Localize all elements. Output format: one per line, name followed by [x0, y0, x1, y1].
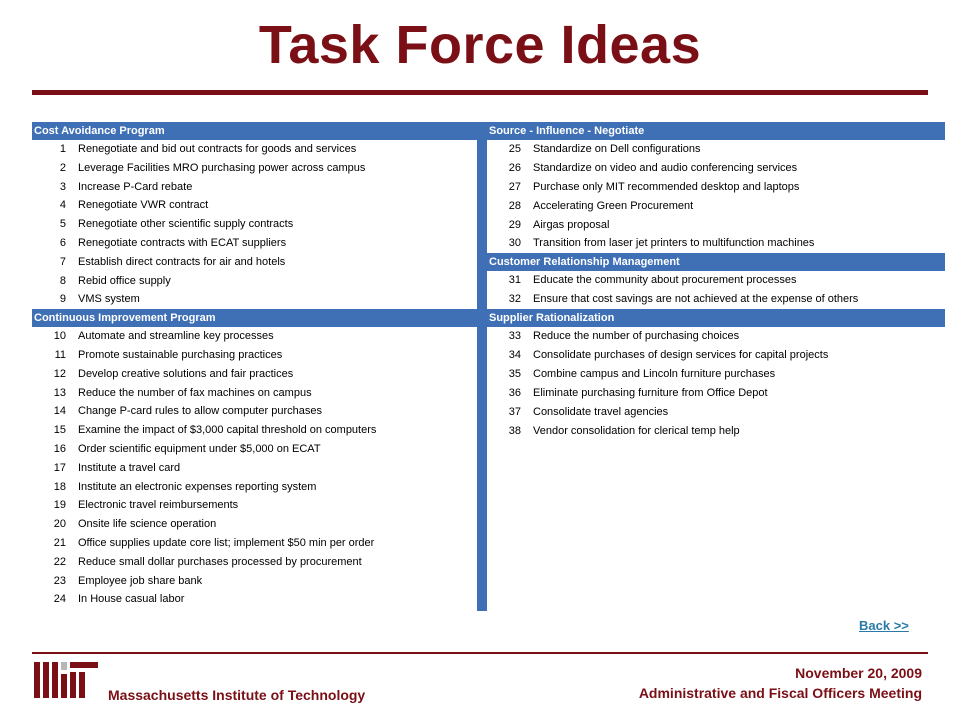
item-number: 35 — [508, 367, 521, 380]
item-text: In House casual labor — [78, 593, 185, 606]
item-text: Onsite life science operation — [78, 518, 217, 531]
item-text: Renegotiate other scientific supply contracts — [78, 218, 294, 231]
empty-cell — [487, 440, 945, 611]
item-text: Renegotiate contracts with ECAT suppliers — [78, 236, 287, 249]
table-row — [32, 234, 477, 253]
item-number: 26 — [508, 161, 521, 174]
section-heading: Continuous Improvement Program — [32, 309, 477, 327]
item-text: Vendor consolidation for clerical temp help — [533, 424, 740, 437]
item-text: Change P-card rules to allow computer purchases — [78, 405, 322, 418]
table-row — [487, 216, 945, 235]
item-number: 11 — [54, 348, 66, 361]
empty-cell — [32, 609, 477, 611]
item-text: Transition from laser jet printers to multifunction machines — [533, 237, 815, 250]
table-row — [32, 478, 477, 497]
item-number: 24 — [53, 593, 66, 606]
item-text: Renegotiate VWR contract — [78, 199, 209, 212]
item-text: Establish direct contracts for air and hotels — [78, 255, 286, 268]
item-text: Reduce small dollar purchases processed by procurement — [78, 555, 362, 568]
table-row — [32, 553, 477, 572]
item-number: 20 — [53, 518, 66, 531]
item-text: Leverage Facilities MRO purchasing power across campus — [78, 161, 366, 174]
item-text: Purchase only MIT recommended desktop and laptops — [533, 180, 800, 193]
section-heading: Supplier Rationalization — [487, 309, 945, 327]
footer-divider — [32, 652, 928, 654]
item-number: 37 — [508, 405, 521, 418]
table-row — [32, 290, 477, 309]
item-number: 31 — [508, 274, 521, 287]
item-text: Renegotiate and bid out contracts for goods and services — [78, 143, 357, 155]
table-row — [32, 421, 477, 440]
table-row — [32, 140, 477, 159]
table-row — [32, 196, 477, 215]
item-text: Standardize on video and audio conferencing services — [533, 161, 798, 174]
table-row — [32, 534, 477, 553]
table-row — [487, 422, 945, 441]
table-row — [487, 178, 945, 197]
right-column — [487, 122, 945, 611]
item-text: Combine campus and Lincoln furniture purchases — [533, 367, 776, 380]
table-row — [32, 515, 477, 534]
institute-name: Massachusetts Institute of Technology — [108, 687, 366, 703]
item-number: 6 — [59, 236, 66, 249]
item-number: 18 — [53, 480, 66, 493]
table-row — [32, 590, 477, 609]
item-text: Airgas proposal — [533, 218, 610, 231]
item-number: 30 — [508, 237, 521, 250]
ideas-table — [32, 122, 945, 611]
item-number: 5 — [59, 218, 66, 231]
item-text: Educate the community about procurement processes — [533, 274, 797, 287]
item-number: 36 — [508, 386, 521, 399]
item-number: 3 — [59, 180, 66, 193]
item-text: Promote sustainable purchasing practices — [78, 348, 283, 361]
item-number: 38 — [508, 424, 521, 437]
table-row — [32, 159, 477, 178]
item-text: Consolidate purchases of design services for capital projects — [533, 349, 829, 362]
table-row — [487, 159, 945, 178]
mit-logo-icon — [34, 660, 100, 700]
item-number: 16 — [53, 442, 66, 455]
item-text: Ensure that cost savings are not achieved at the expense of others — [533, 293, 859, 306]
table-row — [32, 402, 477, 421]
item-number: 27 — [508, 180, 521, 193]
title-divider — [32, 90, 928, 95]
item-number: 34 — [508, 349, 521, 362]
item-number: 21 — [53, 536, 66, 549]
table-row — [32, 572, 477, 591]
section-heading: Cost Avoidance Program — [32, 122, 477, 140]
item-number: 7 — [59, 255, 66, 268]
table-row — [32, 365, 477, 384]
back-link[interactable]: Back >> — [859, 618, 909, 633]
table-row — [32, 496, 477, 515]
item-text: Eliminate purchasing furniture from Office Depot — [533, 386, 768, 399]
item-number: 15 — [53, 424, 66, 437]
item-number: 22 — [53, 555, 66, 568]
item-number: 13 — [53, 386, 66, 399]
item-text: Order scientific equipment under $5,000 on ECAT — [78, 442, 321, 455]
item-number: 14 — [53, 405, 66, 418]
table-row — [32, 346, 477, 365]
table-row — [487, 234, 945, 253]
page-title: Task Force Ideas — [258, 15, 702, 75]
table-row — [487, 327, 945, 346]
item-number: 23 — [53, 574, 66, 587]
item-text: Electronic travel reimbursements — [78, 499, 239, 512]
item-text: Institute a travel card — [78, 461, 181, 474]
item-text: Standardize on Dell configurations — [533, 143, 701, 155]
table-row — [32, 459, 477, 478]
item-text: Accelerating Green Procurement — [533, 199, 694, 212]
item-number: 4 — [59, 199, 66, 212]
item-text: Consolidate travel agencies — [533, 405, 669, 418]
item-number: 25 — [508, 143, 521, 155]
table-row — [487, 403, 945, 422]
item-number: 9 — [59, 293, 66, 306]
table-row — [32, 253, 477, 272]
section-heading: Customer Relationship Management — [487, 253, 945, 271]
table-row — [32, 384, 477, 403]
item-text: Reduce the number of fax machines on campus — [78, 386, 312, 399]
table-row — [487, 290, 945, 309]
table-row — [487, 365, 945, 384]
item-text: Automate and streamline key processes — [78, 330, 274, 343]
table-row — [32, 178, 477, 197]
item-text: Institute an electronic expenses reporting system — [78, 480, 317, 493]
table-row — [487, 197, 945, 216]
left-column — [32, 122, 477, 611]
item-number: 19 — [53, 499, 66, 512]
item-text: Develop creative solutions and fair practices — [78, 367, 294, 380]
table-row — [32, 272, 477, 291]
table-row — [32, 215, 477, 234]
item-text: Office supplies update core list; implement $50 min per order — [78, 536, 375, 549]
table-row — [487, 140, 945, 159]
item-number: 1 — [59, 143, 66, 155]
item-text: Increase P-Card rebate — [78, 180, 193, 193]
item-text: Employee job share bank — [78, 574, 203, 587]
item-number: 10 — [53, 330, 66, 343]
item-number: 2 — [59, 161, 66, 174]
item-number: 32 — [508, 293, 521, 306]
table-row — [32, 440, 477, 459]
item-number: 12 — [53, 367, 66, 380]
table-row — [32, 327, 477, 346]
table-row — [487, 271, 945, 290]
meeting-name: Administrative and Fiscal Officers Meeting — [638, 685, 922, 701]
table-row — [487, 384, 945, 403]
section-heading: Source - Influence - Negotiate — [487, 122, 945, 140]
item-text: Examine the impact of $3,000 capital threshold on computers — [78, 424, 377, 437]
item-number: 33 — [508, 330, 521, 343]
item-number: 28 — [508, 199, 521, 212]
item-number: 8 — [59, 274, 66, 287]
item-text: Reduce the number of purchasing choices — [533, 330, 740, 343]
item-number: 17 — [53, 461, 66, 474]
item-text: VMS system — [78, 293, 140, 306]
item-number: 29 — [508, 218, 521, 231]
meeting-date: November 20, 2009 — [795, 665, 922, 681]
item-text: Rebid office supply — [78, 274, 171, 287]
table-row — [487, 346, 945, 365]
